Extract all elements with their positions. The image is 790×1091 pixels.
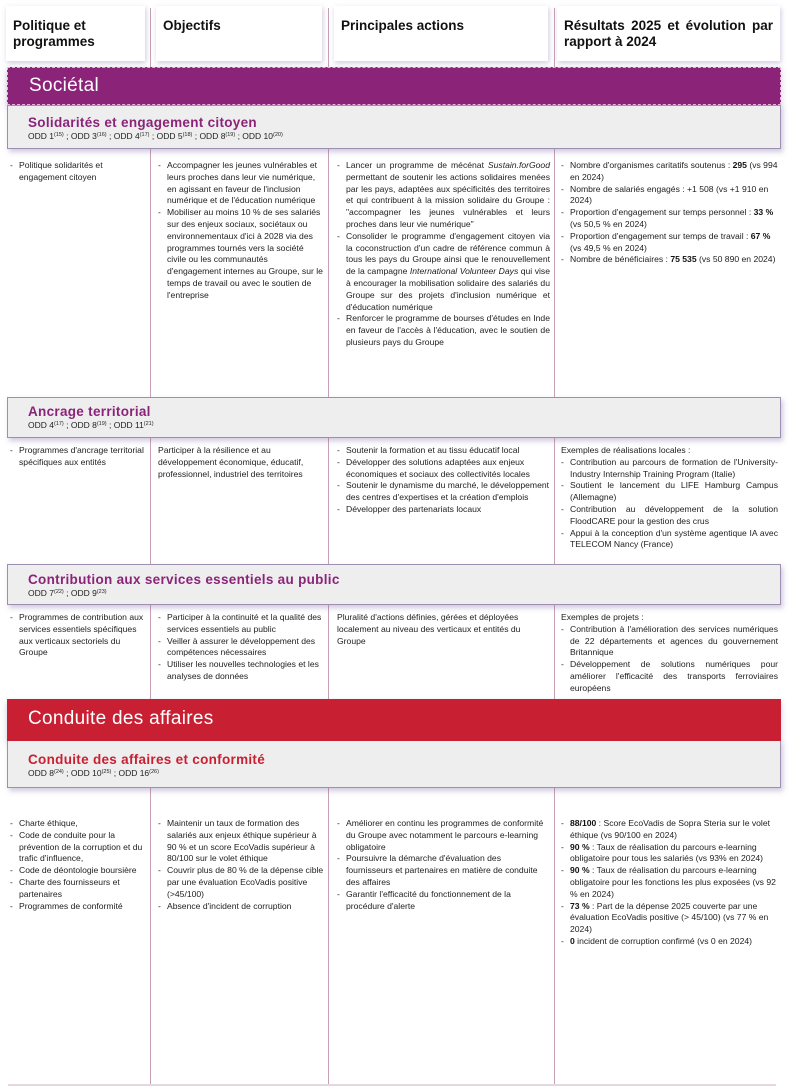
list-item: - Poursuivre la démarche d'évaluation des fournisseurs et partenaires en matière de conduite des affaires [337,853,550,888]
list-item [561,901,778,936]
odd-item: ODD 10 [242,131,274,141]
key-figure: 90 % [570,865,590,876]
subsection-title: Solidarités et engagement citoyen [28,115,257,130]
politique-cell [10,160,146,184]
key-figure: 75 535 [670,254,697,265]
list-item [561,254,778,266]
list-item: - Développer des solutions adaptées aux enjeux économiques et sociaux des collectivités locales [337,457,550,481]
odd-footnote-ref: (26) [149,769,159,775]
odd-item: ODD 11 [113,420,144,430]
list-item: - Contribution au développement de la solution FloodCARE pour la gestion des crus [561,504,778,528]
list-item [561,207,778,231]
result-text: (vs 994 en 2024) [570,160,778,182]
column-header-politique: Politique et programmes [6,6,145,61]
result-text: : Part de la dépense 2025 couverte par une évaluation EcoVadis positive (> 45/100) (vs 77 % en 2024) [570,900,769,935]
list-item: - Renforcer le programme de bourses d'études en Inde en faveur de l'accès à l'éducation, avec le soutien de plusieurs pays du Groupe [337,313,550,348]
list-item [561,842,778,866]
actions-cell [337,818,550,912]
subsection-header-ancrage [7,397,781,438]
list-item: - Soutenir le dynamisme du marché, le développement des centres d'expertises et la création d'emplois [337,480,550,504]
result-text: : Score EcoVadis de Sopra Steria sur le volet éthique (vs 90/100 en 2024) [570,818,771,840]
odd-item: ODD 8 [70,420,97,430]
odd-footnote-ref: (18) [182,132,193,138]
resultats-cell [561,818,778,948]
list-item: - Participer à la continuité et la qualité des services essentiels au public [158,612,324,636]
actions-cell [337,612,550,647]
result-text: incident de corruption confirmé (vs 0 en 2024) [574,935,753,946]
list-item: - Accompagner les jeunes vulnérables et leurs proches dans leur vie numérique, en agissant en faveur de l'inclusion numérique et de l'éducation numérique [158,160,324,207]
list-item: - Contribution au parcours de formation de l'University-Industry Internship Training Program (Italie) [561,457,778,481]
key-figure: 33 % [753,207,774,218]
list-item: - Charte éthique, [10,818,146,830]
actions-cell [337,445,550,516]
resultats-cell [561,445,778,551]
odd-footnote-ref: (19) [225,132,236,138]
politique-cell [10,818,146,912]
result-text: Proportion d'engagement sur temps de travail : [570,230,751,241]
odd-item: ODD 8 [28,768,54,778]
objectifs-cell [158,818,324,912]
objectifs-cell [158,160,324,302]
subsection-header-conformite [7,741,781,788]
odd-item: ODD 4 [113,131,140,141]
list-item: - Consolider le programme d'engagement citoyen via la coconstruction d'un cadre de référence commun à tous les pays du Groupe ainsi que le renouvellement de la campagne International Volunteer Days qui vise à encourager la mobilisation solidaire des salariés du Groupe sur des projets d'inclusion numérique et d'éducation numérique [337,231,550,314]
odd-footnote-ref: (23) [96,589,107,595]
list-item [561,160,778,184]
odd-footnote-ref: (17) [53,421,64,427]
result-text: : Taux de réalisation du parcours e-learning obligatoire pour tous les salariés (vs 93% en 2024) [570,841,763,864]
odd-footnote-ref: (15) [53,132,64,138]
odd-list: ODD 4$^{(17)}$ ; ODD 8$^{(19)}$ ; ODD 11$^{(21)}$ [28,420,154,430]
odd-item: ODD 3 [70,131,97,141]
subsection-header-services [7,564,781,605]
section-band-conduite: Conduite des affaires [7,699,781,741]
column-divider [328,8,329,1086]
table-bottom-border [8,1084,776,1086]
list-item: - Code de conduite pour la prévention de la corruption et du trafic d'influence, [10,830,146,865]
list-item: - Absence d'incident de corruption [158,901,324,913]
list-item: - Charte des fournisseurs et partenaires [10,877,146,901]
odd-item: ODD 10 [70,768,102,778]
odd-item: ODD 9 [70,588,97,598]
odd-item: ODD 8 [199,131,226,141]
resultats-intro: Exemples de projets : [561,612,644,622]
result-text: Nombre de bénéficiaires : [570,254,671,265]
objectifs-text: Participer à la résilience et au développement économique, éducatif, professionnel, industriel des territoires [158,445,304,479]
list-item [561,184,778,208]
list-item: - Contribution à l'amélioration des services numériques de 22 départements et agences du gouvernement Britannique [561,624,778,659]
result-text: Nombre d'organismes caritatifs soutenus : [570,160,733,170]
column-divider [150,8,151,1086]
resultats-cell [561,612,778,695]
list-item: - Soutenir la formation et au tissu éducatif local [337,445,550,457]
list-item: - Garantir l'efficacité du fonctionnement de la procédure d'alerte [337,889,550,913]
key-figure: 295 [732,160,747,170]
list-item: - Programmes de contribution aux services essentiels spécifiques aux verticaux sectoriels du Groupe [10,612,146,659]
list-item: - Couvrir plus de 80 % de la dépense cible par une évaluation EcoVadis positive (>45/100) [158,865,324,900]
objectifs-cell [158,445,324,480]
odd-item: ODD 4 [28,420,54,430]
result-text: Proportion d'engagement sur temps personnel : [570,207,754,218]
politique-cell [10,612,146,659]
odd-footnote-ref: (25) [101,769,112,775]
list-item: - Utiliser les nouvelles technologies et les analyses de données [158,659,324,683]
odd-footnote-ref: (21) [143,421,154,427]
subsection-title: Ancrage territorial [28,404,151,419]
list-item [561,818,778,842]
section-band-societal: Sociétal [7,67,781,105]
list-item: - Veiller à assurer le développement des compétences nécessaires [158,636,324,660]
odd-list: ODD 8$^{(24)}$ ; ODD 10$^{(25)}$ ; ODD 16$^{(26)}$ [28,768,159,778]
odd-footnote-ref: (16) [96,132,107,138]
list-item: - Appui à la conception d'un système agentique IA avec TELECOM Nancy (France) [561,528,778,552]
list-item [561,231,778,255]
subsection-title: Contribution aux services essentiels au public [28,572,340,587]
column-divider [554,8,555,1086]
key-figure: 67 % [750,230,771,241]
odd-footnote-ref: (19) [96,421,107,427]
odd-footnote-ref: (17) [139,132,150,138]
resultats-cell [561,160,778,266]
odd-list: ODD 1$^{(15)}$ ; ODD 3$^{(16)}$ ; ODD 4$^{(17)}$ ; ODD 5$^{(18)}$ ; ODD 8$^{(19)}$ ; ODD 10$^{(20)}$ [28,131,283,141]
subsection-header-solidarites [7,105,781,149]
odd-item: ODD 5 [156,131,183,141]
result-text: (vs 50,5 % en 2024) [570,218,647,229]
odd-item: ODD 1 [28,131,54,141]
column-header-objectifs: Objectifs [156,6,322,61]
politique-cell [10,445,146,469]
key-figure: 73 % [570,900,590,911]
odd-footnote-ref: (22) [53,589,64,595]
odd-footnote-ref: (24) [53,769,64,775]
actions-text: Pluralité d'actions définies, gérées et déployées localement au niveau des verticaux et entités du Groupe [337,612,521,646]
list-item [561,936,778,948]
odd-list: ODD 7$^{(22)}$ ; ODD 9$^{(23)}$ [28,588,107,598]
result-text: Nombre de salariés engagés : +1 508 (vs +1 910 en 2024) [570,183,769,206]
key-figure: 88/100 [570,818,597,828]
odd-footnote-ref: (20) [273,132,283,138]
list-item: - Code de déontologie boursière [10,865,146,877]
list-item [561,865,778,900]
column-header-resultats: Résultats 2025 et évolution par rapport à 2024 [557,6,780,61]
list-item: - Politique solidarités et engagement citoyen [10,160,146,184]
list-item: - Soutient le lancement du LIFE Hamburg Campus (Allemagne) [561,480,778,504]
list-item: - Programmes d'ancrage territorial spécifiques aux entités [10,445,146,469]
odd-item: ODD 16 [118,768,150,778]
objectifs-cell [158,612,324,683]
list-item: - Lancer un programme de mécénat Sustain.forGood permettant de soutenir les actions solidaires menées par les pays, adaptées aux spécificités des territoires et qui contribuent à la mission solidaire du Groupe : "accompagner les jeunes vulnérables et leurs proches dans leur vie numérique" [337,160,550,231]
resultats-intro: Exemples de réalisations locales : [561,445,691,455]
key-figure: 0 [570,935,575,946]
list-item: - Développer des partenariats locaux [337,504,550,516]
actions-cell [337,160,550,349]
list-item: - Mobiliser au moins 10 % de ses salariés sur des enjeux sociaux, sociétaux ou environnementaux d'ici à 2028 via des programmes tournés vers la société civile ou les communautés d'engagement internes au Groupe, sur le temps de travail ou avec le soutien de l'entreprise [158,207,324,301]
column-header-actions: Principales actions [334,6,548,61]
list-item: - Maintenir un taux de formation des salariés aux enjeux éthique supérieur à 90 % et un score EcoVadis supérieur à 80/100 sur le volet éthique [158,818,324,865]
result-text: : Taux de réalisation du parcours e-learning obligatoire pour les fonctions les plus exposées (vs 92 % en 2024) [570,865,776,899]
list-item: - Améliorer en continu les programmes de conformité du Groupe avec notamment le parcours e-learning obligatoire [337,818,550,853]
subsection-title: Conduite des affaires et conformité [28,752,266,767]
list-item: - Programmes de conformité [10,901,146,913]
result-text: (vs 50 890 en 2024) [696,254,776,265]
list-item: - Développement de solutions numériques pour améliorer l'efficacité des transports ferroviaires européens [561,659,778,694]
odd-item: ODD 7 [28,588,54,598]
result-text: (vs 49,5 % en 2024) [570,242,647,253]
key-figure: 90 % [570,841,590,852]
